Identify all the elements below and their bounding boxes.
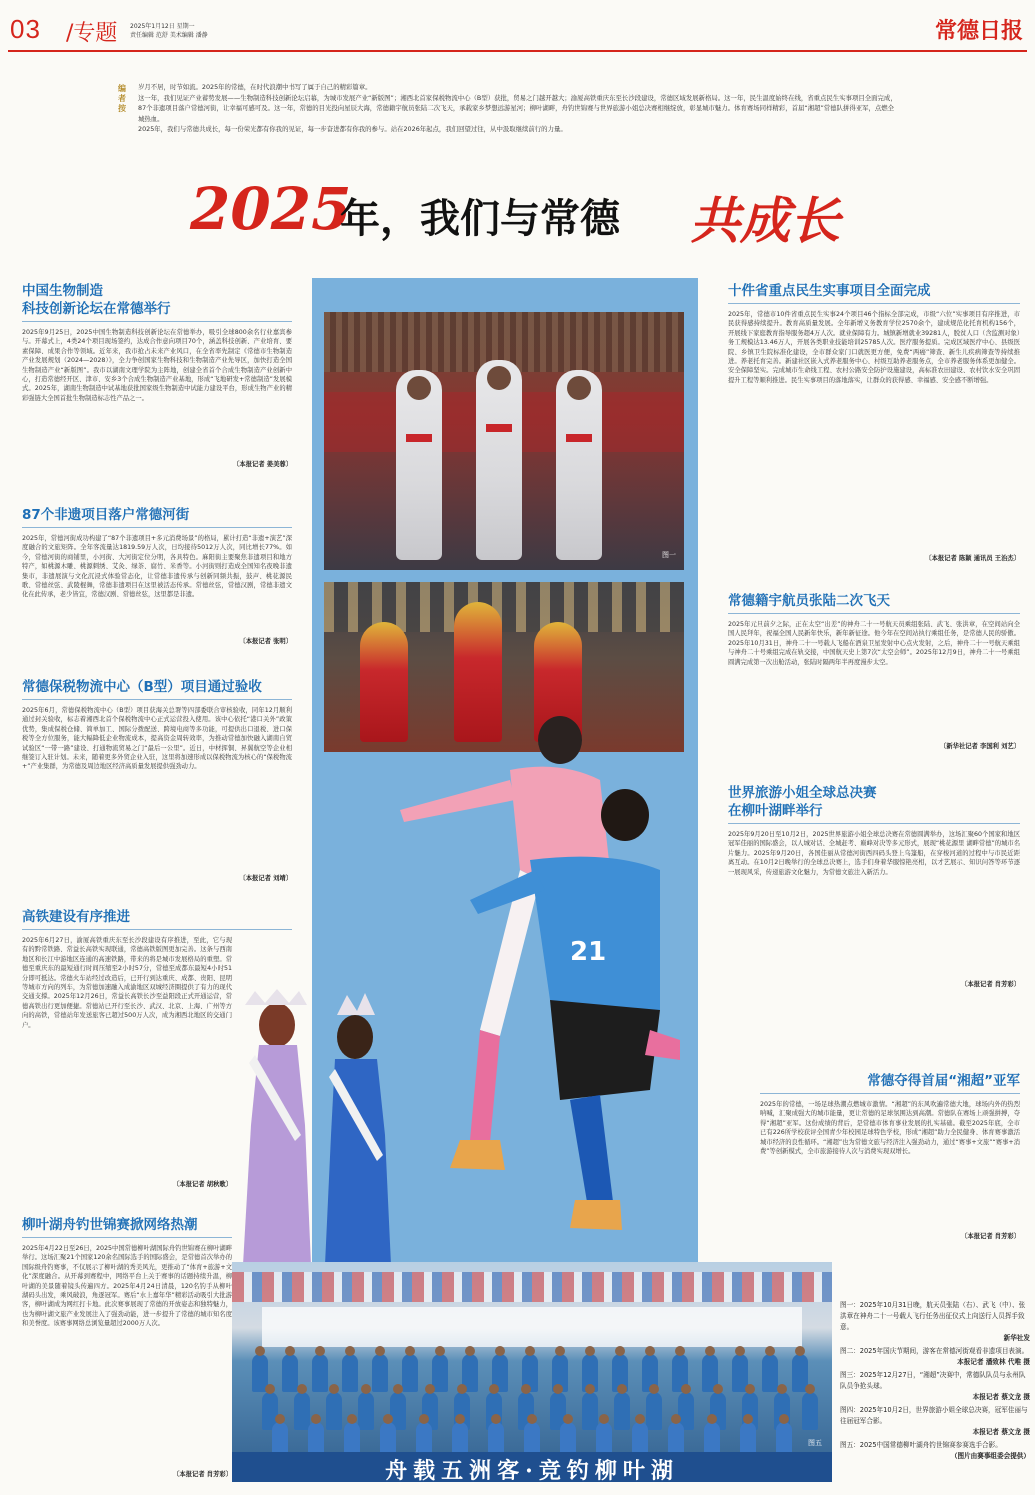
right-article-3 [728,784,1020,989]
right-article-2 [728,592,1020,751]
article-rule [22,929,292,930]
photo-label: 图一 [662,551,676,559]
caption-item [840,1405,1030,1438]
article-byline: 〔本报记者 姜美蓉〕 [233,461,292,468]
article-body: 2025年6月，常德保税物流中心（B型）项目获海关总署等四部委联合审核验收，同年12月顺利通过封关验收，标志着湘西北首个保税物流中心正式运营投入使用。该中心依托“港口关外”政策优势，集成保税仓储、简单加工、国际分拨配送、跨境电商等多功能，可提供出口退税、进口保税等全方位服务，能大幅降低企业物流成本，提高资金周转效率，为推动常德加快融入湖南自贸试验区“一带一路”建设、打通物流贸易之门“最后一公里”。近日，中材挥铜、昇翼航空等企业相继签订入驻计划。未来，随着更多外贸企业入驻，这里将加速形成以保税物流为核心的“保税物流+”产业集群，为常德及周边地区经济高质量发展提供强劲动力。 [22,707,292,771]
article-title: 十件省重点民生实事项目全面完成 [728,283,931,299]
fishing-banner [232,1452,832,1482]
caption-text: 图五：2025中国常德柳叶湖舟钓世锦赛参赛选手合影。 [840,1441,1002,1449]
photo-label: 图五 [808,1439,822,1447]
caption-credit: 新华社发 [1003,1334,1030,1342]
article-body: 2025年元旦前夕之际，正在太空“出差”的神舟二十一号航天员乘组张陆、武飞、张洪章，在空间站向全国人民拜年，祝福全国人民新年快乐，新年新征途。他今年在空间站执行乘组任务，是常德人民的骄傲。2025年10月31日，神舟二十一号载人飞船在酒泉卫星发射中心点火发射，之后，神舟二十一号航天乘组与神舟二十号乘组完成在轨交接，中国航天史上第7次“太空会师”。2025年12月9日，神舟二十一号乘组圆满完成第一次出舱活动，张陆时隔两年半再度漫步太空。 [728,621,1020,666]
article-byline: 〔新华社记者 李国利 刘艺〕 [940,743,1020,750]
caption-credit: 本报记者 蔡文龙 摄 [972,1428,1030,1436]
header-rule [8,50,1027,52]
article-body: 2025年的常德，一场足球热潮点燃城市激情。“湘超”的东风吹遍常德大地，球场内外的热烈呐喊，汇聚成强大的城市能量，更让常德的足球氛围达到高潮。常德队在赛场上顽强拼搏，夺得“湘超”亚军。这份成绩的背后，是常德市体育事业发展的扎实基础。截至2025年底，全市已有226所学校获评全国青少年校园足球特色学校，形成“湘超”助力全民健身、体育赛事激活城市经济的良性循环。“湘超”也为常德文旅与经济注入强劲动力，通过“赛事+文旅”“赛事+消费”等创新模式，全市旅游接待人次与消费实现双增长。 [760,1101,1020,1156]
photo-fishing-championship [232,1262,832,1482]
article-rule [728,613,1020,614]
editor-note-paragraph: 岁月不居，时节如流。2025年的常德，在时代浪潮中书写了属于自己的精彩篇章。 [138,83,372,91]
caption-item [840,1346,1030,1368]
article-title: 常德保税物流中心（B型）项目通过验收 [22,679,262,695]
caption-item [840,1370,1030,1403]
article-body: 2025年9月25日，2025中国生物制造科技创新论坛在常德举办，吸引全球800余名行业嘉宾参与。开幕式上，4类24个项目现场签约，达成合作意向项目70个，涵盖科技创新、产业培育、要素保障、成果合作等领域。近年来，我市抢占未来产业风口，在全省率先制定《常德市生物制造产业发展规划（2024—2028）》，全力争创国家生物科技和生物制造产业先导区，加快打造全国生物制造产业“新版图”。我市以湖南文理学院为主阵地，创建全省首个合成生物制造产业创新中心，打造常德经开区、津市、安乡3个合成生物制造产业基地，形成“飞地研发+常德制造”发展模式。2025年，湖南生物制造中试基地获批国家级生物制造中试能力建设平台，形成生物产业的精彩强链大全国首批生物制造标志性产品之一。 [22,329,292,402]
article-title: 常德籍宇航员张陆二次飞天 [728,593,890,609]
article-title: 常德夺得首届“湘超”亚军 [867,1073,1020,1089]
headline-end: 共成长 [690,191,840,250]
article-title: 高铁建设有序推进 [22,909,130,925]
article-body: 2025年9月20日至10月2日，2025世界旅游小姐全球总决赛在常德圆满举办，这场汇聚60个国家和地区冠军佳丽的国际盛会，以人城对话、全城赶考、巅峰对决等多元形式，展现“桃花源里 湖畔常德”的城市名片魅力。2025年9月20日，各国佳丽从常德河街西四码头登上乌篷船，在穿梭河道的过程中与市民近距离互动。在10月2日晚举行的全球总决赛上，选手们身着华服惊艳亮相，以才艺展示、知识问答等环节逐一展现风采，传递旅游文化魅力，为常德文旅注入新活力。 [728,831,1020,876]
left-article-1 [22,282,292,469]
right-article-4 [760,1072,1020,1241]
article-byline: 〔本报记者 肖芳彩〕 [961,1233,1020,1240]
article-rule [728,823,1020,824]
section-title: /专题 [66,21,118,46]
caption-text: 图一：2025年10月31日晚，航天员张陆（右）、武飞（中）、张洪章在神舟二十一号载人飞行任务出征仪式上向送行人员挥手致意。 [840,1301,1026,1331]
fishing-banner-text: 舟载五洲客·竞钓柳叶湖 [385,1458,679,1484]
caption-credit: 本报记者 潘致林 代唯 摄 [957,1358,1030,1366]
article-byline: 〔本报记者 刘靖〕 [239,875,292,882]
dateline: 2025年1月12日 星期一 责任编辑 范舒 美术编辑 潘静 [130,23,208,39]
newspaper-logo: 常德日报 [934,18,1023,44]
article-body: 2025年，常德河街成功构建了“87个非遗项目+多元消费场景”的格局，累计打造“非遗+演艺”深度融合的文旅矩阵。全年客流量达1819.59万人次，日均接待5012万人次，同比增长77%。如今，常德河街的商铺里，小河街、大河街定位分明，各具特色。麻阳街主要聚焦非遗项目和地方特产，如桃源木雕、桃源刺绣、艾灸、绿茶、腐竹、米香等。小河街则打造成全国知名夜晚非遗集市，非遗展演与文化沉浸式体验常态化，让常德非遗传承与创新同频共振，鼓声、桃花源民歌、常德丝弦、武陵棍舞，常德非遗项目在这里被活态传承。常德丝弦，常德汉剧，常德非遗文化在此传承，老少皆宜，常德汉剧、常德丝弦，这里都是非遗。 [22,535,292,599]
article-rule [22,1237,232,1238]
editor-note-tag: 编者按 [118,84,126,113]
article-title: 中国生物制造 [22,283,103,299]
svg-text:21: 21 [570,937,607,967]
caption-item [840,1440,1030,1462]
article-byline: 〔本报记者 陈颖 通讯员 王治杰〕 [925,555,1020,562]
article-title: 世界旅游小姐全球总决赛 [728,785,877,801]
headline-middle: 年，我们与常德 [340,195,620,242]
page-headline [190,175,890,255]
article-byline: 〔本报记者 张明〕 [239,638,292,645]
editor-note-paragraph: 2025年，我们与常德共成长，每一份荣光都有你我的见证，每一步奋进都有你我的参与。站在2026年起点，我们回望过往，从中汲取继续前行的力量。 [138,125,567,134]
article-body: 2025年4月22日至26日，2025中国常德柳叶湖国际舟钓世锦赛在柳叶湖畔举行。这场汇聚21个国家120余名国际选手的国际盛会，是常德首次举办的国际级舟钓赛事，不仅展示了柳叶湖的秀美风光，更推动了“体育+旅游+文化”深度融合。从开幕到赛程中，网络平台上关于赛事的话题持续升温，柳叶湖的美景随着镜头传遍四方。2025年4月24日清晨，120名钓手从柳叶湖码头出发，乘风破浪，角逐冠军。赛后“水上嘉年华”精彩活动吸引大批游客，柳叶湖成为网红打卡地。此次赛事展现了常德的开放姿态和独特魅力，也为柳叶湖文旅产业发展注入了强劲动能，进一步提升了常德的城市知名度和美誉度。该赛事网络总浏览量超过2000万人次。 [22,1245,232,1328]
article-rule [760,1093,1020,1094]
article-body: 2025年6月27日，渝厦高铁重庆东至长沙段建设有序推进，至此，它与现有的黔常铁路、常益长高铁实现联通，常德高铁版图更加完善。这条与西南地区和长江中游地区连通的高速铁路，带来的将是城市发展格局的重塑。常德至重庆东的最短通行时间压缩至2小时57分，常德至成都东最短4小时51分即可抵达。常德火车站经过改造后，已开行到达重庆、成都、贵阳、昆明等城市方向的列车，为常德加速融入成渝地区双城经济圈提供了有力的现代交通支撑。2025年12月26日，常益长高铁长沙至益阳段正式开通运营，常德高铁出行更加便捷。常德站已开行至长沙、武汉、北京、上海、广州等方向的高铁，常德站年发送旅客已超过500万人次，成为湘西北地区的交通门户。 [22,937,232,1029]
article-rule [22,321,292,322]
right-article-1 [728,282,1020,563]
caption-text: 图二：2025年国庆节期间，游客在常德河街观看非遗项目表演。 [840,1347,1029,1355]
article-rule [22,527,292,528]
left-article-5 [22,1216,232,1479]
article-title: 在柳叶湖畔举行 [728,803,823,819]
caption-item [840,1300,1030,1344]
article-title: 87个非遗项目落户常德河街 [22,507,190,523]
left-article-2 [22,506,292,646]
article-rule [728,303,1020,304]
article-title: 科技创新论坛在常德举行 [22,301,171,317]
article-title: 柳叶湖舟钓世锦赛掀网络热潮 [22,1217,198,1233]
article-byline: 〔本报记者 肖芳彩〕 [173,1471,232,1478]
photo-pageant-winners [215,985,415,1265]
article-byline: 〔本报记者 胡秋歌〕 [173,1181,232,1188]
photo-captions [840,1300,1030,1464]
article-rule [22,699,292,700]
left-article-3 [22,678,292,883]
article-byline: 〔本报记者 肖芳彩〕 [961,981,1020,988]
caption-text: 图三：2025年12月27日，“湘超”决赛中，常德队队员与永州队队员争抢头球。 [840,1371,1026,1390]
editor-note [138,82,898,135]
caption-credit: （图片由赛事组委会提供） [950,1452,1030,1460]
photo-astronauts [324,312,684,570]
article-body: 2025年，常德市10件省重点民生实事24个项目46个指标全部完成，市级“六位”实事项目有序推进，市民获得感持续提升。教育高质量发展。全年新增义务教育学位2570余个，建成规范化托育机构156个，开展线下家庭教育指导服务超4万人次。就业保障有力。城镇新增就业39281人，脱贫人口（含监测对象）务工规模达13.46万人，开展各类职业技能培训25785人次。医疗服务提质。完成区域医疗中心、县级医院、乡镇卫生院标准化建设，全市群众家门口就医更方便，免费“两癌”筛查、新生儿疾病筛查等持续推进。养老托育完善。新建社区嵌入式养老服务中心、村级互助养老服务点，全市养老服务体系更加健全。安全保障坚实。完成城市生命线工程、农村公路安全防护设施建设，高标准农田建设、农村饮水安全巩固提升工程等顺利推进。民生实事项目的落地落实，让群众的获得感、幸福感、安全感不断增强。 [728,311,1020,384]
page-number: 03 [10,14,41,44]
caption-text: 图四：2025年10月2日，世界旅游小姐全球总决赛，冠军佳丽与往届冠军合影。 [840,1406,1028,1425]
headline-year: 2025 [190,175,352,243]
editor-note-paragraph: 这一年，我们见证产业蓄势发展——生物制造科技创新论坛启幕，为城市发展产业“新版图”；湘西北首家保税物流中心（B型）获批，贸易之门越开越大；渝厦高铁重庆东至长沙段建设，常德区域发展新格局。这一年，民生温度始终在线，省重点民生实事项目全面完成，87个非遗项目落户常德河街，让幸福可感可及。这一年，常德的目光投向星辰大海，常德籍宇航员张陆二次飞天，承载家乡梦想远游星河；柳叶湖畔，舟钓世锦赛与世界旅游小姐总决赛相继绽放，彰显城市魅力。体育赛场同样精彩，首届“湘超”常德队拼得亚军，点燃全城热血。 [138,93,897,123]
caption-credit: 本报记者 蔡文龙 摄 [972,1393,1030,1401]
